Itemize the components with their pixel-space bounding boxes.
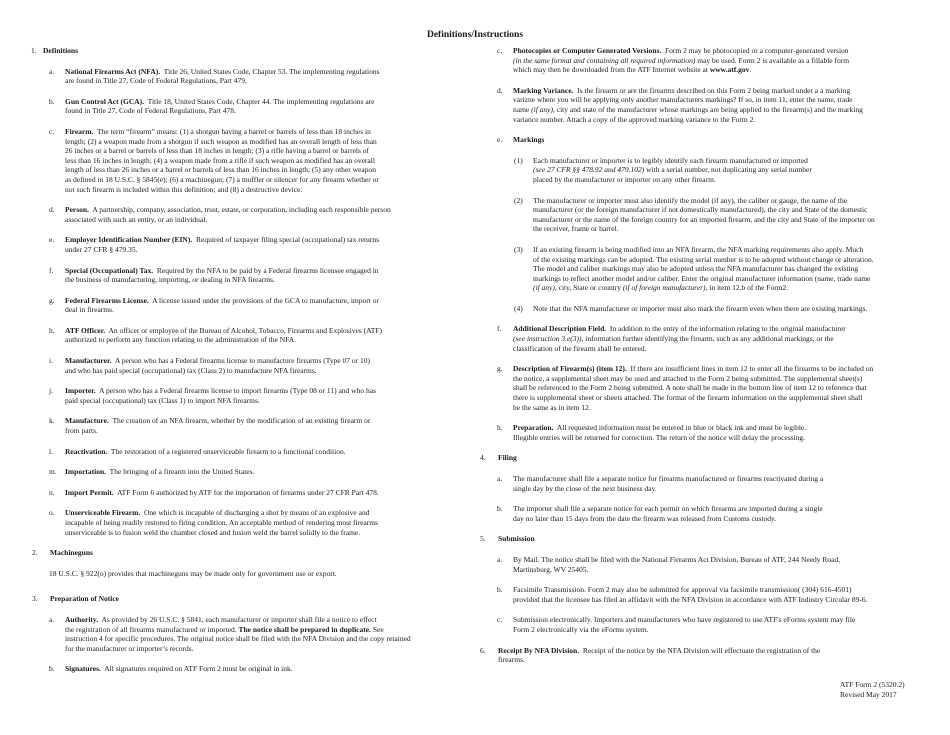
- item-text: An officer or employee of the Bureau of Alcohol, Tobacco, Firearms and Explosives (ATF): [108, 325, 382, 335]
- item-term: Unserviceable Firearm.: [65, 508, 141, 518]
- item-text: A person who has a Federal firearms license to manufacture firearms (Type 07 or 10): [114, 356, 371, 366]
- item-text: unserviceable is to fusion weld the chamber closed and fusion weld the barrel solidly to the frame.: [65, 527, 361, 537]
- sub-text: , in item 12.b of the Form2.: [705, 283, 789, 293]
- sub-marker: (2): [514, 195, 523, 205]
- item-preparation: [478, 423, 918, 442]
- section-title: Preparation of Notice: [50, 594, 120, 604]
- item-text: The importer shall file a separate notice for each permit on which firearms are imported during a single: [513, 504, 823, 514]
- item-marker: c.: [49, 126, 55, 136]
- section-number: 4.: [480, 453, 486, 463]
- item-text: Illegible entries will be returned for correction. The return of the notice will delay the processing.: [513, 432, 806, 442]
- sub-text: with a serial number, not duplicating any serial number: [644, 165, 812, 175]
- item-term: Special (Occupational) Tax.: [65, 265, 154, 275]
- item-marker: a.: [49, 614, 55, 624]
- item-term: National Firearms Act (NFA).: [65, 66, 161, 76]
- definition-item: [30, 296, 448, 315]
- item-term: Authority.: [65, 614, 99, 624]
- sub-marker: (4): [514, 303, 523, 313]
- section-receipt-heading: [478, 646, 918, 656]
- item-description-of-firearms: [478, 364, 918, 412]
- item-text: The creation of an NFA firearm, whether by the modification of an existing firearm or: [112, 416, 371, 426]
- revision-date: Revised May 2017: [840, 689, 897, 699]
- definition-item: [30, 67, 448, 86]
- item-term: Marking Variance.: [513, 85, 574, 95]
- definition-item: [30, 508, 448, 537]
- item-text: , city and state of the manufacturer whose markings are being applied to the firearm(s) and the marking: [553, 104, 863, 114]
- atf-website-link[interactable]: www.atf.gov: [709, 65, 750, 75]
- item-text: are found in Title 27, Code of Federal Regulations, Part 479.: [65, 76, 247, 86]
- section-number: 3.: [32, 594, 38, 604]
- item-term: Manufacturer.: [65, 356, 112, 366]
- sub-text: The model and caliber markings may also be adopted unless the NFA manufacturer has changed the existing: [533, 264, 859, 274]
- item-text: Required by the NFA to be paid by a Federal firearms licensee engaged in: [156, 265, 379, 275]
- item-text: variance number. Attach a copy of the approved marking variance to the Form 2.: [513, 114, 756, 124]
- item-text: from parts.: [65, 426, 98, 436]
- definitions-list: [30, 67, 448, 538]
- item-text: A license issued under the provisions of the GCA to manufacture, import or: [152, 295, 379, 305]
- item-text: shall be referenced to the Form 2 being submitted. A note shall be made in the bottom line of item 12 to reference that: [513, 383, 867, 393]
- item-text: classification of the firearm shall be entered.: [513, 343, 647, 353]
- definition-item: [30, 266, 448, 285]
- sub-text: The manufacturer or importer must also identify the model (if any), the caliber or gauge, the name of the: [533, 195, 848, 205]
- item-text: A person who has a Federal firearms license to import firearms (Type 08 or 11) and who has: [99, 386, 376, 396]
- item-text: as defined in 18 U.S.C. § 5845(e); (6) a machinegun; (7) a muffler or silencer for any firearm whether or: [65, 174, 379, 184]
- item-term: Federal Firearms License.: [65, 295, 149, 305]
- definition-item: [30, 386, 448, 405]
- item-text: The manufacturer shall file a separate notice for firearms manufactured or firearms reactivated during a: [513, 474, 824, 483]
- item-text: length of less than 26 inches or a barrel or barrels of less than 16 inches in length; (5) any other weapon: [65, 165, 376, 175]
- item-text: name: [513, 104, 532, 114]
- item-marker: b.: [497, 585, 503, 595]
- section-title: Filing: [498, 453, 517, 463]
- item-text: deal in firearms.: [65, 305, 114, 315]
- definition-item: [30, 205, 448, 224]
- section-text: Receipt of the notice by the NFA Division will effectuate the registration of the: [582, 645, 821, 655]
- item-text: instruction 4 for specific procedures. The original notice shall be filed with the NFA Division and the copy retained: [65, 634, 411, 644]
- section-title: Submission: [498, 534, 535, 544]
- submission-item-electronic: [478, 615, 918, 634]
- item-text: Required of taxpayer filing special (occupational) tax returns: [195, 235, 380, 245]
- item-text: be the same as in item 12.: [513, 402, 591, 412]
- sub-marker: (3): [514, 244, 523, 254]
- item-text: The bringing of a firearm into the United States.: [109, 467, 255, 477]
- item-text: which may then be downloaded from the ATF Internet website at: [513, 65, 710, 75]
- definition-item: [30, 97, 448, 116]
- item-term: Preparation.: [513, 423, 554, 433]
- item-text: Is the firearm or are the firearms described on this Form 2 being marked under a a marking: [577, 85, 851, 95]
- sub-marker: (1): [514, 155, 523, 165]
- item-text: length; (2) a weapon made from a shotgun if such weapon as modified has an overall length of less than: [65, 136, 377, 146]
- sub-text: markings to reflect another model and/or caliber. Enter the original manufacturer information (name, trade name: [533, 273, 871, 283]
- machineguns-text: 18 U.S.C. § 922(o) provides that machineguns may be made only for government use or export.: [49, 568, 337, 578]
- sub-text: If an existing firearm is being modified into an NFA firearm, the NFA marking requirements also apply. Much: [533, 244, 864, 254]
- item-marker: b.: [49, 664, 55, 674]
- item-text: All signatures required on ATF Form 2 must be original in ink.: [104, 664, 293, 674]
- markings-sub-3: [478, 245, 918, 293]
- sub-italic: (if of foreign manufacturer): [622, 283, 706, 293]
- item-text: The term “firearm” means: (1) a shotgun having a barrel or barrels of less than 18 inches in: [97, 126, 371, 136]
- definition-item: [30, 326, 448, 345]
- item-term: Firearm.: [65, 126, 94, 136]
- item-text: By Mail. The notice shall be filed with the National Firearms Act Division, Bureau of ATF, 244 Needy Road,: [513, 554, 841, 564]
- item-text: there is supplemental sheet or sheets attached. The format of the firearm information on the supplemental sheet shall: [513, 393, 863, 403]
- item-text: See: [370, 624, 384, 634]
- section-filing-heading: [478, 453, 918, 463]
- item-italic: (see instruction 3.e(3)): [513, 334, 582, 344]
- item-text: Martinsburg, WV 25405.: [513, 564, 589, 574]
- definition-item: [30, 235, 448, 254]
- item-marker: f.: [497, 324, 502, 334]
- section-definitions-heading: [30, 46, 448, 56]
- item-marker: f.: [49, 265, 54, 275]
- submission-item-fax: [478, 585, 918, 604]
- item-text: under 27 CFR § 479.35.: [65, 244, 138, 254]
- item-text: not such firearm is included within this definition; and (8) a destructive device.: [65, 184, 303, 194]
- item-text: Form 2 may be photocopied or a computer-generated version: [665, 46, 849, 55]
- item-marker: g.: [497, 364, 503, 374]
- item-text: associated with such an entity, or an individual.: [65, 214, 208, 224]
- filing-item-a: [478, 474, 918, 493]
- item-text: Title 26, United States Code, Chapter 53. The implementing regulations: [163, 66, 380, 76]
- definition-item: [30, 416, 448, 435]
- sub-italic: (see 27 CFR §§ 478.92 and 479.102): [533, 165, 645, 175]
- item-text: As provided by 26 U.S.C. § 5841, each manufacturer or importer shall file a notice to effect: [101, 614, 377, 624]
- preparation-item-signatures: [30, 664, 448, 674]
- item-marker: h.: [49, 325, 55, 335]
- item-text: the business of manufacturing, importing, or dealing in NFA firearms.: [65, 275, 275, 285]
- item-italic: (in the same format and containing all required information): [513, 55, 696, 65]
- item-marker: c.: [497, 615, 503, 625]
- section-submission-heading: [478, 534, 918, 544]
- item-text: All requested information must be entered in blue or black ink and must be legible.: [556, 423, 807, 433]
- definition-item: [30, 356, 448, 375]
- markings-sub-2: [478, 196, 918, 234]
- item-text: less than 16 inches in length; (4) a weapon made from a rifle if such weapon as modified has an overall: [65, 155, 375, 165]
- item-text: single day by the close of the next business day.: [513, 483, 657, 493]
- section-number: 1.: [31, 46, 37, 55]
- item-text: for the manufacturer or importer’s records.: [65, 643, 194, 653]
- item-emphasis: The notice shall be prepared in duplicate.: [238, 624, 371, 634]
- item-text: A partnership, company, association, trust, estate, or corporation, including each responsible person: [92, 205, 391, 215]
- sub-text: manufacturer (or the foreign manufacturer if not domestically manufactured), the city and State of the domestic: [533, 205, 868, 215]
- item-text: , information further identifying the firearm, such as any additional markings, or the: [581, 334, 834, 344]
- filing-item-b: [478, 504, 918, 523]
- item-term: ATF Officer.: [65, 325, 106, 335]
- page-title: Definitions/Instructions: [426, 30, 524, 40]
- submission-item-mail: [478, 555, 918, 574]
- receipt-text-cont: firearms.: [498, 655, 525, 665]
- form-footer: [840, 680, 905, 699]
- item-term: Import Permit.: [65, 487, 114, 497]
- form-number: ATF Form 2 (5320.2): [840, 680, 905, 689]
- item-text: .: [749, 65, 752, 75]
- sub-text: Note that the NFA manufacturer or importer must also mark the firearm even when there are existing markings.: [533, 303, 868, 313]
- item-marker: g.: [49, 295, 55, 305]
- section-number: 2.: [32, 548, 38, 558]
- item-marker: o.: [49, 508, 55, 518]
- item-text: authorized to perform any function relating to the administration of the NFA.: [65, 335, 297, 345]
- item-marker: l.: [49, 446, 53, 456]
- markings-sub-1: [478, 156, 918, 185]
- item-text: Facsimile Transmission. Form 2 may also be submitted for approval via facsimile transmission( (304) 616-4501): [513, 585, 852, 595]
- item-marker: m.: [49, 467, 57, 477]
- item-term: Photocopies or Computer Generated Versions.: [513, 46, 662, 55]
- item-text: Title 18, United States Code, Chapter 44. The implementing regulations are: [147, 96, 375, 106]
- left-column: [30, 46, 448, 674]
- section-number: 5.: [480, 534, 486, 544]
- item-term: Additional Description Field.: [513, 324, 607, 334]
- item-photocopies: [478, 46, 918, 75]
- item-italic: (if any): [531, 104, 553, 114]
- item-text: If there are insufficient lines in item 12 to enter all the firearms to be included on: [630, 364, 874, 374]
- item-marker: c.: [497, 46, 503, 55]
- item-text: found in Title 27, Code of Federal Regulations, Part 478.: [65, 106, 236, 116]
- sub-text: Each manufacturer or importer is to legibly identify each firearm manufactured or imported: [533, 155, 808, 165]
- preparation-item-authority: [30, 615, 448, 653]
- sub-text: of the existing markings can be adopted. The existing serial number is to be adopted without change or alteration.: [533, 254, 874, 264]
- section-title: Machineguns: [50, 548, 93, 558]
- item-marker: a.: [497, 474, 503, 483]
- sub-text: , city, State or country: [554, 283, 623, 293]
- item-text: varizne where you will be applying only another manufacturers markings? If so, in item 11, enter the name, trade: [513, 95, 853, 105]
- item-marker: e.: [49, 235, 55, 245]
- item-term: Importation.: [65, 467, 107, 477]
- item-marker: b.: [497, 504, 503, 514]
- item-text: and who has paid special (occupational) tax (Class 2) to manufacture NFA firearms.: [65, 365, 317, 375]
- item-term: Signatures.: [65, 664, 101, 674]
- item-marker: n.: [49, 487, 55, 497]
- item-text: Form 2 electronically via the eForms system.: [513, 624, 649, 634]
- item-text: ATF Form 6 authorized by ATF for the importation of firearms under 27 CFR Part 478.: [117, 487, 379, 497]
- item-marker: i.: [49, 356, 53, 366]
- item-marker: d.: [497, 85, 503, 95]
- section-machineguns-heading: [30, 548, 448, 558]
- sub-text: the receiver, frame or barrel.: [533, 224, 619, 234]
- item-text: day no later than 15 days from the date the firearm was released from Customs custody.: [513, 513, 777, 523]
- item-marker: h.: [497, 423, 503, 433]
- sub-italic: (if any): [533, 283, 555, 293]
- item-text: paid special (occupational) tax (Class 1) to import NFA firearms.: [65, 395, 260, 405]
- item-text: incapable of being readily restored to firing condition. An acceptable method of rendering most firearms: [65, 518, 379, 527]
- item-marker: e.: [497, 135, 503, 145]
- item-marker: d.: [49, 205, 55, 215]
- item-marker: j.: [49, 386, 53, 396]
- section-title: Receipt By NFA Division.: [498, 645, 580, 655]
- item-term: Manufacture.: [65, 416, 109, 426]
- right-column: [478, 46, 918, 665]
- item-term: Person.: [65, 205, 89, 215]
- item-term: Description of Firearm(s) (item 12).: [513, 364, 627, 374]
- item-marker: b.: [49, 96, 55, 106]
- markings-sub-4: [478, 304, 918, 314]
- item-text: The restoration of a registered unserviceable firearm to a functional condition.: [110, 446, 346, 456]
- item-text: the registration of all firearms manufactured or imported.: [65, 624, 239, 634]
- section-number: 6.: [480, 645, 486, 655]
- item-markings: [478, 135, 918, 145]
- definition-item: [30, 447, 448, 457]
- item-term: Reactivation.: [65, 446, 108, 456]
- item-text: 26 inches or a barrel or barrels of less than 18 inches in length; (3) a rifle having a barrel or barrels of: [65, 146, 370, 156]
- item-term: Gun Control Act (GCA).: [65, 96, 145, 106]
- item-term: Employer Identification Number (EIN).: [65, 235, 193, 245]
- definition-item: [30, 488, 448, 498]
- item-text: may be used. Form 2 is available as a fillable form: [695, 55, 850, 65]
- item-text: Submission electronically. Importers and manufacturers who have registered to use ATF's eForms system may file: [513, 615, 856, 625]
- item-marker: a.: [497, 554, 503, 564]
- item-text: One which is incapable of discharging a shot by means of an explosive and: [144, 508, 370, 518]
- sub-text: placed by the manufacturer or importer on any other firearm.: [533, 174, 716, 184]
- section-preparation-heading: [30, 594, 448, 604]
- item-text: the notice, a supplemental sheet may be used and attached to the Form 2 being submitted. The supplemental sheet(s): [513, 373, 863, 383]
- item-term: Importer.: [65, 386, 96, 396]
- section-title: Definitions: [43, 46, 79, 55]
- definition-item: [30, 467, 448, 477]
- item-additional-description: [478, 324, 918, 353]
- item-text: provided that the licensee has filed an affidavit with the NFA Division in accordance with ATF Industry Circular 89-6.: [513, 594, 868, 604]
- sub-text: manufacturer or the name of the foreign country for an imported firearm, and the city and State of the importer on: [533, 214, 875, 224]
- item-term: Markings: [513, 135, 545, 145]
- item-marker: k.: [49, 416, 55, 426]
- item-marking-variance: [478, 86, 918, 124]
- item-marker: a.: [49, 66, 55, 76]
- definition-item: [30, 127, 448, 194]
- item-text: In addition to the entry of the information relating to the original manufacturer: [609, 324, 846, 334]
